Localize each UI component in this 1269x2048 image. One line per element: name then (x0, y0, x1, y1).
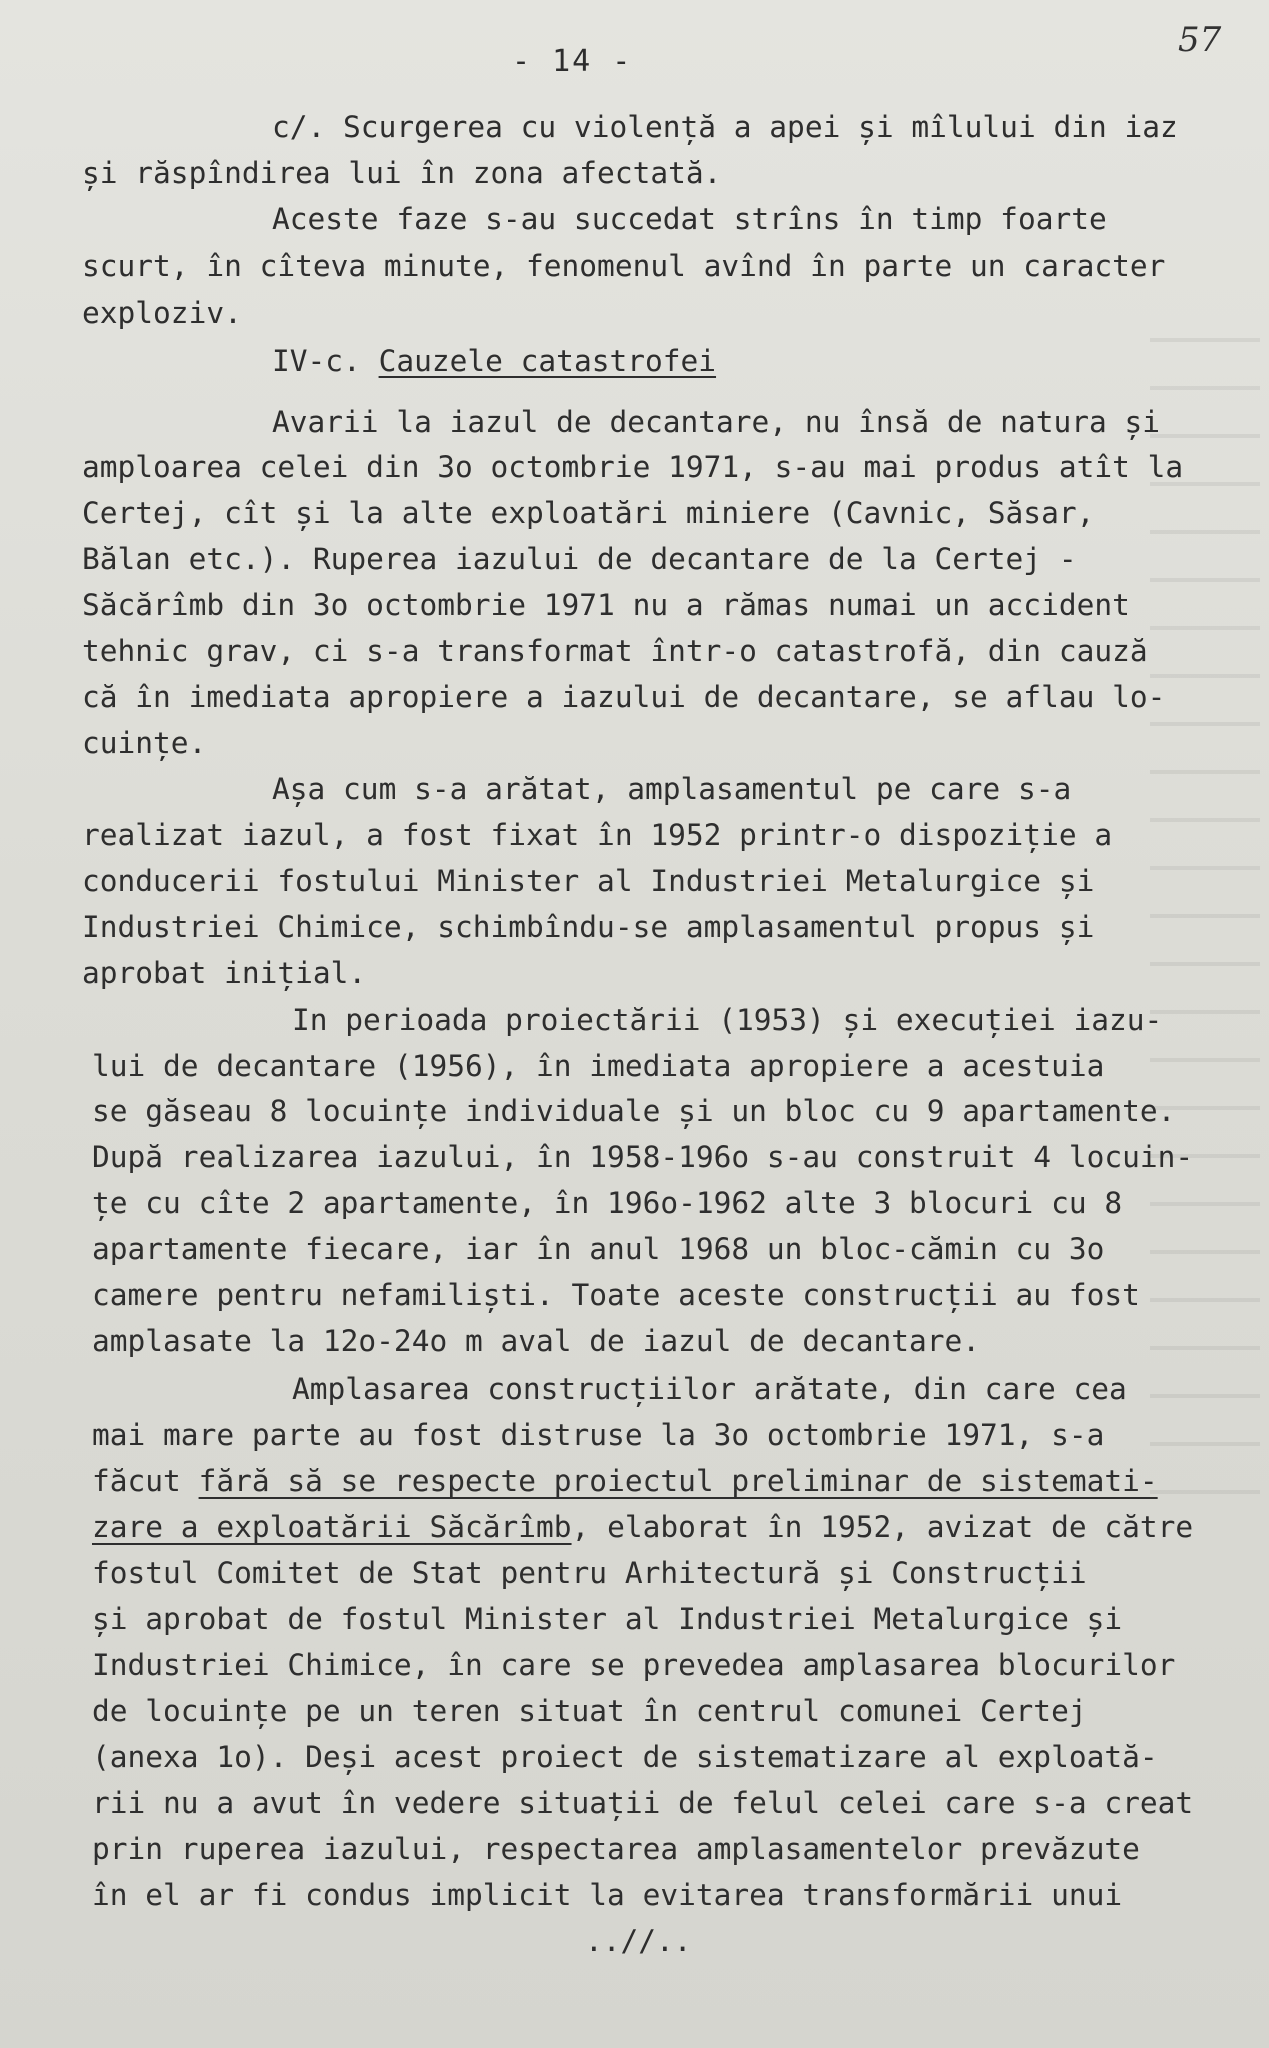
section-number: IV-c. (272, 344, 379, 378)
text-line: tehnic grav, ci s-a transformat într-o catastrofă, din cauză (82, 634, 1148, 668)
text-line: scurt, în cîteva minute, fenomenul avînd în parte un caracter (82, 249, 1166, 283)
text-line: Avarii la iazul de decantare, nu însă de natura și (272, 405, 1161, 439)
text-line: amplasate la 12o-24o m aval de iazul de decantare. (92, 1324, 981, 1358)
text-line: apartamente fiecare, iar în anul 1968 un bloc-cămin cu 3o (92, 1232, 1105, 1266)
text-line: aprobat inițial. (82, 956, 367, 990)
text-line: amploarea celei din 3o octombrie 1971, s-au mai produs atît la (82, 450, 1184, 484)
text-line: conducerii fostului Minister al Industriei Metalurgice și (82, 864, 1095, 898)
text-fragment: , elaborat în 1952, avizat de către (571, 1510, 1194, 1544)
text-line: Săcărîmb din 3o octombrie 1971 nu a rămas numai un accident (82, 588, 1130, 622)
text-line: Industriei Chimice, schimbîndu-se amplasamentul propus și (82, 910, 1095, 944)
text-line (92, 1510, 1193, 1544)
text-line: Certej, cît și la alte exploatări miniere (Cavnic, Săsar, (82, 496, 1095, 530)
text-line: prin ruperea iazului, respectarea amplasamentelor prevăzute (92, 1832, 1140, 1866)
text-line: Industriei Chimice, în care se prevedea amplasarea blocurilor (92, 1648, 1176, 1682)
text-line: In perioada proiectării (1953) și execuției iazu- (292, 1003, 1163, 1037)
text-line: în el ar fi condus implicit la evitarea transformării unui (92, 1878, 1123, 1912)
text-line: Aceste faze s-au succedat strîns în timp foarte (272, 202, 1107, 236)
text-line: (anexa 1o). Deși acest proiect de sistematizare al exploată- (92, 1740, 1158, 1774)
text-line: realizat iazul, a fost fixat în 1952 printr-o dispoziție a (82, 818, 1113, 852)
page-number: - 14 - (512, 44, 633, 79)
text-line: Bălan etc.). Ruperea iazului de decantare de la Certej - (82, 542, 1077, 576)
text-line: și răspîndirea lui în zona afectată. (82, 156, 722, 190)
text-fragment: făcut (92, 1464, 199, 1498)
section-heading (272, 344, 716, 378)
text-line: cuințe. (82, 726, 207, 760)
text-line: se găseau 8 locuințe individuale și un bloc cu 9 apartamente. (92, 1094, 1176, 1128)
text-line: de locuințe pe un teren situat în centrul comunei Certej (92, 1694, 1087, 1728)
continuation-mark: ..//.. (585, 1924, 692, 1958)
text-line: țe cu cîte 2 apartamente, în 196o-1962 alte 3 blocuri cu 8 (92, 1186, 1123, 1220)
underlined-phrase: zare a exploatării Săcărîmb (92, 1510, 572, 1544)
text-line: camere pentru nefamiliști. Toate aceste construcții au fost (92, 1278, 1140, 1312)
text-line: Amplasarea construcțiilor arătate, din care cea (292, 1372, 1127, 1406)
text-line: După realizarea iazului, în 1958-196o s-au construit 4 locuin- (92, 1140, 1194, 1174)
text-line: rii nu a avut în vedere situații de felul celei care s-a creat (92, 1786, 1194, 1820)
underlined-phrase: fără să se respecte proiectul preliminar de sistemati- (198, 1464, 1158, 1498)
text-line: exploziv. (82, 296, 242, 330)
section-title: Cauzele catastrofei (378, 344, 717, 378)
text-line: Așa cum s-a arătat, amplasamentul pe care s-a (272, 772, 1072, 806)
text-line (92, 1464, 1158, 1498)
text-line: lui de decantare (1956), în imediata apropiere a acestuia (92, 1049, 1105, 1083)
text-line: mai mare parte au fost distruse la 3o octombrie 1971, s-a (92, 1418, 1105, 1452)
text-line: și aprobat de fostul Minister al Industriei Metalurgice și (92, 1602, 1123, 1636)
handwritten-folio-number: 57 (1178, 20, 1222, 60)
text-line: c/. Scurgerea cu violență a apei și mîlului din iaz (272, 110, 1178, 144)
text-line: că în imediata apropiere a iazului de decantare, se aflau lo- (82, 680, 1166, 714)
text-line: fostul Comitet de Stat pentru Arhitectură și Construcții (92, 1556, 1087, 1590)
